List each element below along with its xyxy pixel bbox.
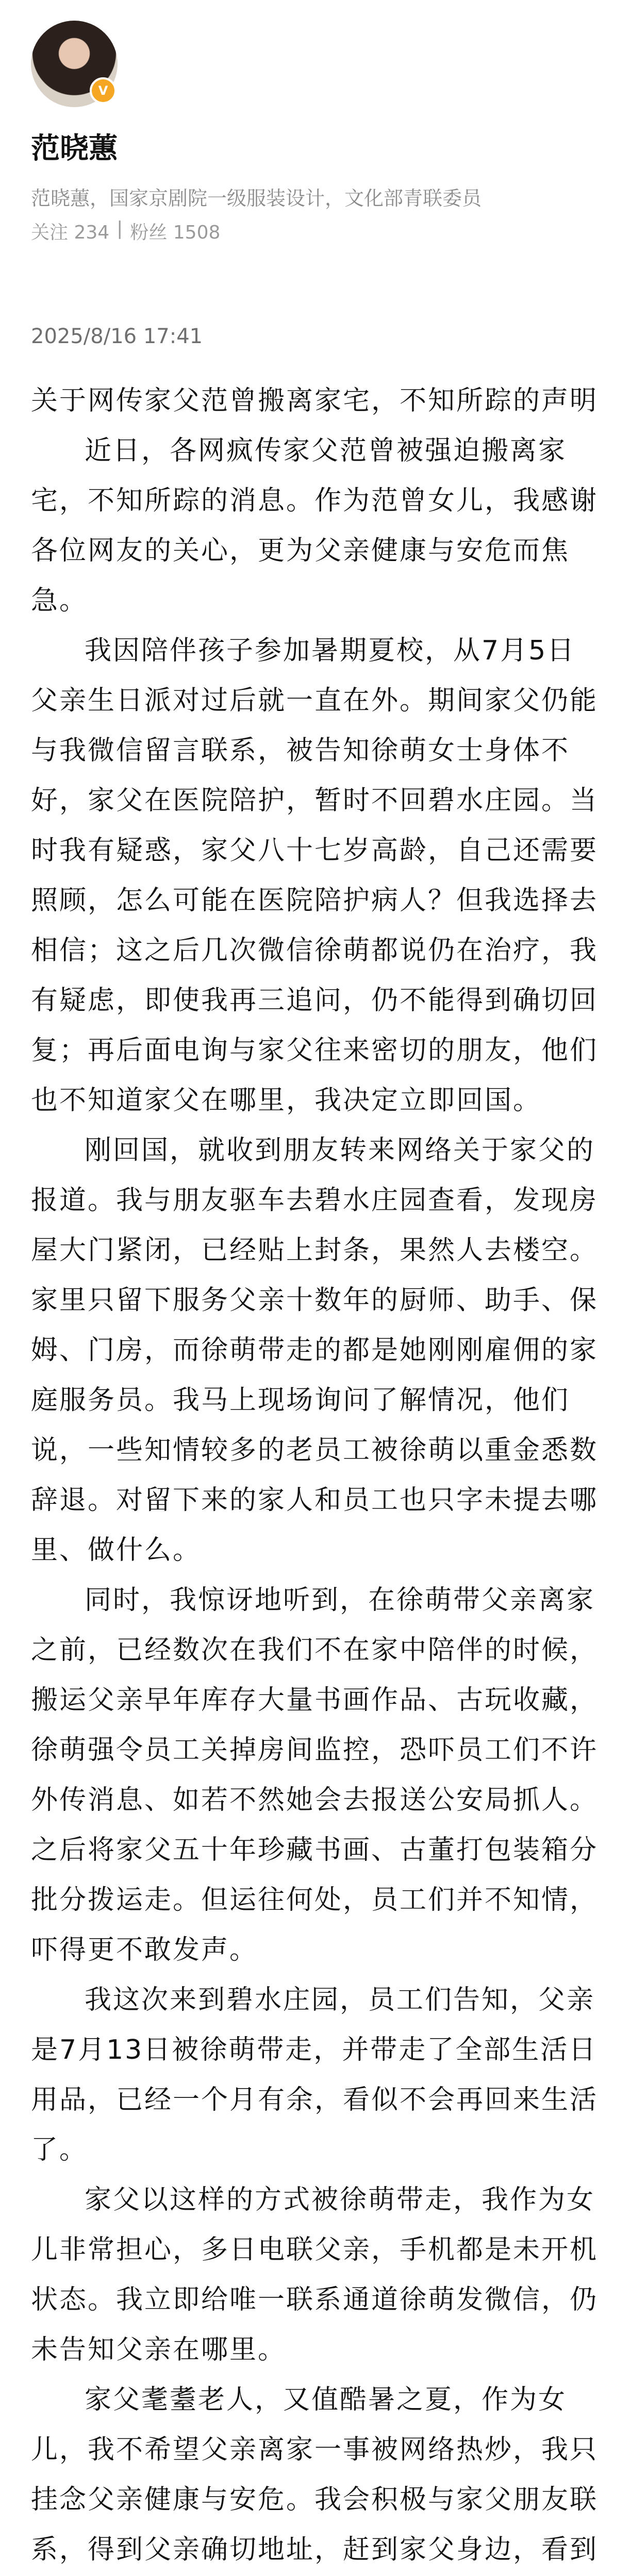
- post-title: 关于网传家父范曾搬离家宅，不知所踪的声明: [31, 385, 599, 416]
- profile-name[interactable]: 范晓蕙: [31, 132, 118, 165]
- verified-badge-icon: V: [90, 77, 117, 104]
- post-timestamp: 2025/8/16 17:41: [31, 325, 203, 348]
- follow-count[interactable]: 关注 234: [31, 222, 110, 243]
- post-body: [31, 376, 598, 2576]
- paragraph: 刚回国，就收到朋友转来网络关于家父的报道。我与朋友驱车去碧水庄园查看，发现房屋大门紧闭，已经贴上封条，果然人去楼空。家里只留下服务父亲十数年的厨师、助手、保姆、门房，而徐萌带走的都是她刚刚雇佣的家庭服务员。我马上现场询问了解情况，他们说，一些知情较多的老员工被徐萌以重金悉数辞退。对留下来的家人和员工也只字未提去哪里、做什么。: [31, 1135, 599, 1566]
- paragraph: 我因陪伴孩子参加暑期夏校，从7月5日父亲生日派对过后就一直在外。期间家父仍能与我微信留言联系，被告知徐萌女士身体不好，家父在医院陪护，暂时不回碧水庄园。当时我有疑惑，家父八十七岁高龄，自己还需要照顾，怎么可能在医院陪护病人？但我选择去相信；这之后几次微信徐萌都说仍在治疗，我有疑虑，即使我再三追问，仍不能得到确切回复；再后面电询与家父往来密切的朋友，他们也不知道家父在哪里，我决定立即回国。: [31, 635, 599, 1116]
- profile-header: [31, 21, 598, 244]
- paragraph: 同时，我惊讶地听到，在徐萌带父亲离家之前，已经数次在我们不在家中陪伴的时候，搬运父亲早年库存大量书画作品、古玩收藏，徐萌强令员工关掉房间监控，恐吓员工们不许外传消息、如若不然她会去报送公安局抓人。之后将家父五十年珍藏书画、古董打包装箱分批分拨运走。但运往何处，员工们并不知情，吓得更不敢发声。: [31, 1585, 599, 1965]
- paragraph: 家父耄耋老人，又值酷暑之夏，作为女儿，我不希望父亲离家一事被网络热炒，我只挂念父亲健康与安危。我会积极与家父朋友联系，得到父亲确切地址，赶到家父身边，看到: [31, 2384, 599, 2565]
- paragraph: 近日，各网疯传家父范曾被强迫搬离家宅，不知所踪的消息。作为范曾女儿，我感谢各位网友的关心，更为父亲健康与安危而焦急。: [31, 435, 599, 616]
- stats-separator: |: [117, 218, 123, 239]
- avatar[interactable]: [31, 21, 118, 107]
- paragraph: 家父以这样的方式被徐萌带走，我作为女儿非常担心，多日电联父亲，手机都是未开机状态。我立即给唯一联系通道徐萌发微信，仍未告知父亲在哪里。: [31, 2184, 599, 2365]
- fans-count[interactable]: 粉丝 1508: [130, 222, 221, 243]
- profile-bio: 范晓蕙，国家京剧院一级服装设计，文化部青联委员: [31, 187, 482, 210]
- paragraph: 我这次来到碧水庄园，员工们告知，父亲是7月13日被徐萌带走，并带走了全部生活日用品，已经一个月有余，看似不会再回来生活了。: [31, 1985, 599, 2165]
- profile-stats: [31, 218, 598, 244]
